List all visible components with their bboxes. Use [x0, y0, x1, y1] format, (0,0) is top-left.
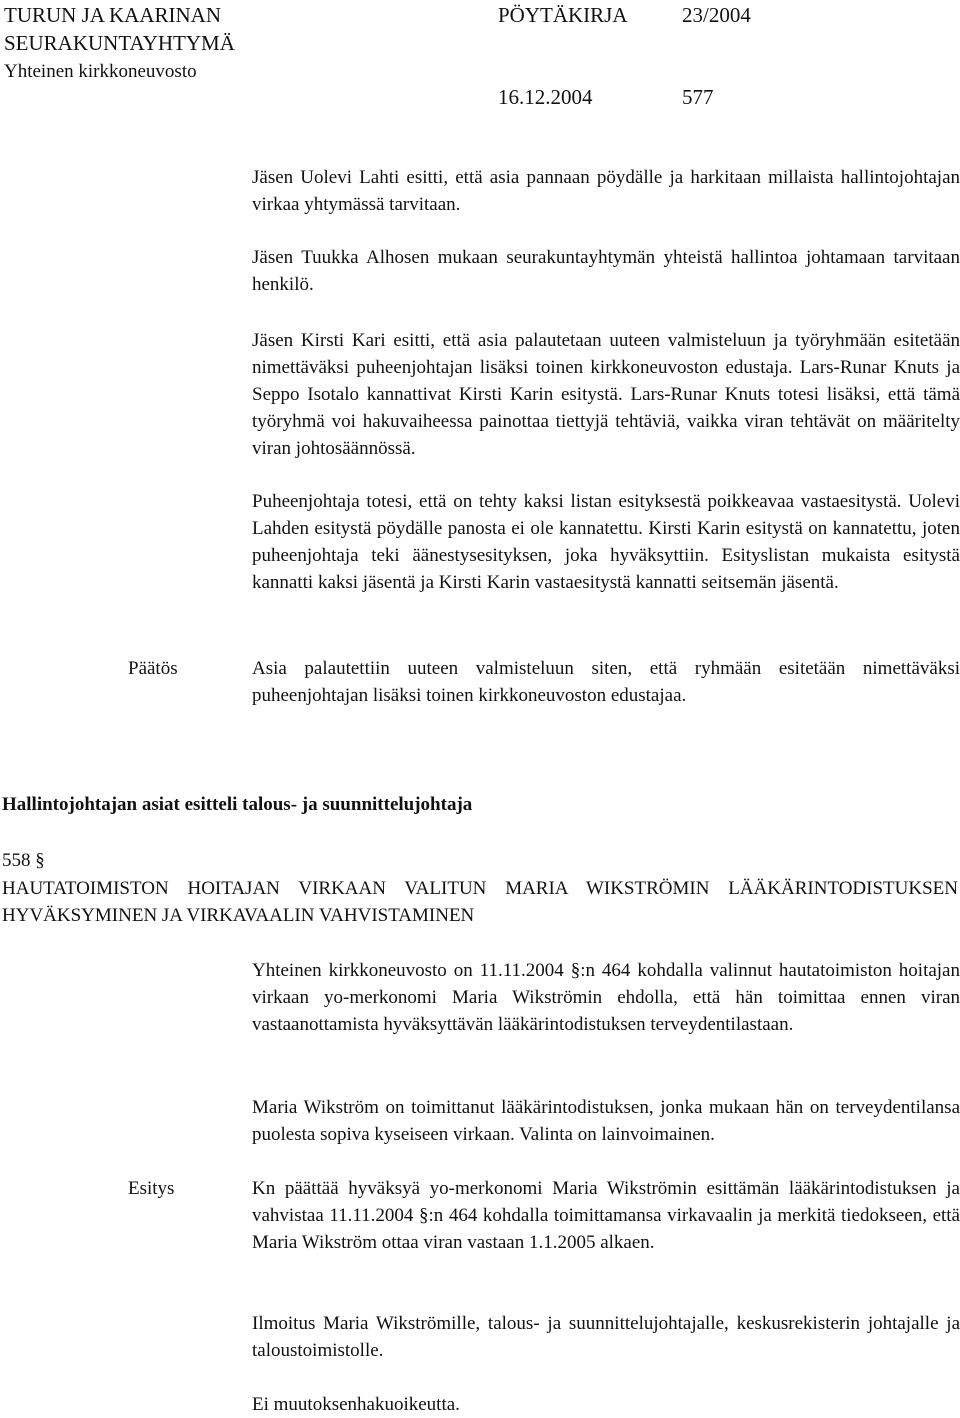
org-name-line2: SEURAKUNTAYHTYMÄ [4, 31, 235, 55]
meeting-date: 16.12.2004 [498, 85, 593, 109]
section-title: HAUTATOIMISTON HOITAJAN VIRKAAN VALITUN MARIA WIKSTRÖMIN LÄÄKÄRINTODISTUKSEN HYVÄKSYMINEN JA VIRKAVAALIN VAHVISTAMINEN [2, 878, 958, 926]
section2-para2 [252, 1094, 960, 1148]
section2-para3 [252, 1310, 960, 1364]
paragraph: Jäsen Uolevi Lahti esitti, että asia pannaan pöydälle ja harkitaan millaista hallintojohtajan virkaa yhtymässä tarvitaan. [252, 167, 960, 215]
section1-para4 [252, 488, 960, 596]
doc-type: PÖYTÄKIRJA [498, 3, 628, 27]
paragraph: Jäsen Kirsti Kari esitti, että asia palautetaan uuteen valmisteluun ja työryhmään esitetään nimettäväksi puheenjohtajan lisäksi toinen kirkkoneuvoston edustaja. Lars-Runar Knuts ja Seppo Isotalo kannattivat Kirsti Karin esitystä. Lars-Runar Knuts totesi lisäksi, että tämä työryhmä voi hakuvaiheessa painottaa tiettyjä tehtäviä, vaikka viran tehtävät on määritelty viran johtosäännössä. [252, 330, 960, 459]
org-name-line1: TURUN JA KAARINAN [4, 3, 222, 27]
doc-number: 23/2004 [682, 3, 751, 27]
org-name-line3: Yhteinen kirkkoneuvosto [4, 61, 197, 82]
section2-para1 [252, 957, 960, 1038]
presenter-heading: Hallintojohtajan asiat esitteli talous- ja suunnittelujohtaja [2, 794, 473, 815]
paragraph: Maria Wikström on toimittanut lääkärintodistuksen, jonka mukaan hän on terveydentilansa puolesta sopiva kyseiseen virkaan. Valinta on lainvoimainen. [252, 1097, 960, 1145]
decision-label: Päätös [128, 658, 178, 679]
section1-para1 [252, 164, 960, 218]
proposal-text-block [252, 1175, 960, 1256]
paragraph: Ilmoitus Maria Wikströmille, talous- ja suunnittelujohtajalle, keskusrekisterin johtajalle ja taloustoimistolle. [252, 1313, 960, 1361]
section2-para4 [252, 1391, 960, 1418]
proposal-text: Kn päättää hyväksyä yo-merkonomi Maria Wikströmin esittämän lääkärintodistuksen ja vahvistaa 11.11.2004 §:n 464 kohdalla toimittamansa virkavaalin ja merkitä tiedokseen, että Maria Wikström ottaa viran vastaan 1.1.2005 alkaen. [252, 1178, 960, 1253]
section-number: 558 § [2, 850, 45, 871]
paragraph: Yhteinen kirkkoneuvosto on 11.11.2004 §:n 464 kohdalla valinnut hautatoimiston hoitajan virkaan yo-merkonomi Maria Wikströmin ehdolla, että hän toimittaa ennen viran vastaanottamista hyväksyttävän lääkärintodistuksen terveydentilastaan. [252, 960, 960, 1035]
paragraph: Puheenjohtaja totesi, että on tehty kaksi listan esityksestä poikkeavaa vastaesitystä. Uolevi Lahden esitystä pöydälle panosta ei ole kannatettu. Kirsti Karin esitystä on kannatettu, joten puheenjohtaja teki äänestysesityksen, joka hyväksyttiin. Esityslistan mukaista esitystä kannatti kaksi jäsentä ja Kirsti Karin vastaesitystä kannatti seitsemän jäsentä. [252, 491, 960, 593]
paragraph: Ei muutoksenhakuoikeutta. [252, 1394, 460, 1415]
paragraph: Jäsen Tuukka Alhosen mukaan seurakuntayhtymän yhteistä hallintoa johtamaan tarvitaan henkilö. [252, 247, 960, 295]
decision-text-block [252, 655, 960, 709]
section1-para3 [252, 327, 960, 462]
section1-para2 [252, 244, 960, 298]
proposal-label: Esitys [128, 1178, 175, 1199]
decision-text: Asia palautettiin uuteen valmisteluun siten, että ryhmään esitetään nimettäväksi puheenjohtajan lisäksi toinen kirkkoneuvoston edustajaa. [252, 658, 960, 706]
page-number: 577 [682, 85, 714, 109]
